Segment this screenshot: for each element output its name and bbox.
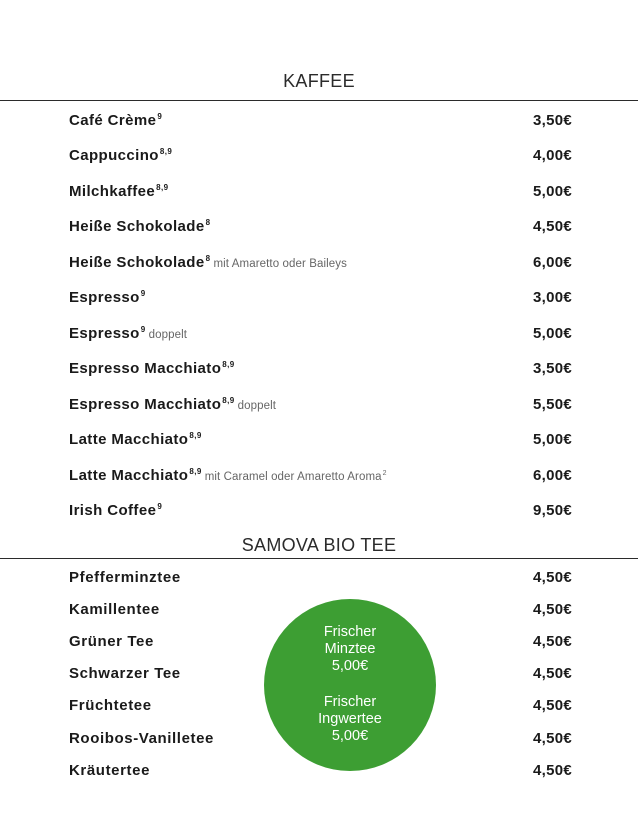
item-name: Früchtetee: [69, 697, 152, 714]
menu-item-pfefferminztee: [69, 569, 572, 591]
allergen-note: 8,9: [222, 396, 235, 405]
section-title-tee: SAMOVA BIO TEE: [241, 535, 397, 555]
item-note: doppelt: [148, 329, 188, 341]
menu-item-espresso-doppelt: [69, 325, 572, 347]
item-price: 4,50€: [532, 762, 572, 779]
item-price: 5,00€: [532, 183, 572, 200]
fresh-tea-badge: [264, 599, 436, 771]
fresh-ginger-tea-offer: [264, 694, 436, 745]
section-divider-tee: [0, 558, 638, 559]
item-price: 5,00€: [532, 325, 572, 342]
item-price: 4,50€: [532, 730, 572, 747]
item-name: Kräutertee: [69, 762, 151, 779]
menu-item-heisse-schokolade-spirit: [69, 254, 572, 276]
menu-item-espresso-macchiato: [69, 360, 572, 382]
allergen-note: 8,9: [156, 183, 169, 192]
menu-item-espresso-macchiato-doppelt: [69, 396, 572, 418]
item-price: 9,50€: [532, 502, 572, 519]
item-name: Heiße Schokolade: [69, 254, 205, 271]
menu-item-latte-macchiato: [69, 431, 572, 453]
item-name: Espresso Macchiato: [69, 396, 222, 413]
item-price: 4,50€: [532, 633, 572, 650]
menu-item-milchkaffee: [69, 183, 572, 205]
item-price: 4,50€: [532, 218, 572, 235]
allergen-note: 9: [140, 289, 146, 298]
item-name: Latte Macchiato: [69, 431, 189, 448]
item-name: Schwarzer Tee: [69, 665, 181, 682]
allergen-note: 9: [157, 502, 163, 511]
item-price: 3,50€: [532, 112, 572, 129]
section-divider-kaffee: [0, 100, 638, 101]
menu-item-irish-coffee: [69, 502, 572, 524]
badge-price: 5,00€: [331, 658, 369, 674]
item-name: Espresso: [69, 325, 140, 342]
badge-price: 5,00€: [331, 728, 369, 744]
item-price: 3,00€: [532, 289, 572, 306]
item-name: Cappuccino: [69, 147, 159, 164]
allergen-note: 8,9: [159, 147, 173, 156]
note-allergen: 2: [382, 470, 387, 478]
item-price: 4,50€: [532, 697, 572, 714]
item-name: Milchkaffee: [69, 183, 156, 200]
item-name: Latte Macchiato: [69, 467, 189, 484]
allergen-note: 8,9: [222, 360, 235, 369]
badge-line: Minztee: [324, 641, 376, 657]
badge-line: Frischer: [323, 694, 377, 710]
item-price: 3,50€: [532, 360, 572, 377]
allergen-note: 9: [157, 112, 163, 121]
item-price: 5,00€: [532, 431, 572, 448]
menu-item-cappuccino: [69, 147, 572, 169]
allergen-note: 8: [205, 254, 211, 263]
item-name: Pfefferminztee: [69, 569, 181, 586]
badge-line: Frischer: [323, 624, 377, 640]
menu-item-espresso: [69, 289, 572, 311]
item-price: 4,50€: [532, 665, 572, 682]
allergen-note: 8: [205, 218, 211, 227]
allergen-note: 9: [140, 325, 146, 334]
allergen-note: 8,9: [189, 467, 202, 476]
item-price: 4,00€: [532, 147, 572, 164]
fresh-mint-tea-offer: [264, 624, 436, 675]
item-price: 6,00€: [532, 254, 572, 271]
item-name: Café Crème: [69, 112, 157, 129]
item-name: Kamillentee: [69, 601, 160, 618]
menu-item-latte-macchiato-aroma: [69, 467, 572, 489]
item-price: 6,00€: [532, 467, 572, 484]
menu-item-cafe-creme: [69, 112, 572, 134]
allergen-note: 8,9: [189, 431, 202, 440]
item-price: 4,50€: [532, 569, 572, 586]
item-name: Rooibos-Vanilletee: [69, 730, 214, 747]
section-title-kaffee: KAFFEE: [283, 71, 355, 91]
item-price: 5,50€: [532, 396, 572, 413]
badge-line: Ingwertee: [318, 711, 382, 727]
menu-item-heisse-schokolade: [69, 218, 572, 240]
item-name: Grüner Tee: [69, 633, 154, 650]
item-name: Espresso: [69, 289, 140, 306]
item-name: Heiße Schokolade: [69, 218, 205, 235]
item-note: mit Amaretto oder Baileys: [213, 258, 347, 270]
item-name: Irish Coffee: [69, 502, 157, 519]
item-note: mit Caramel oder Amaretto Aroma: [204, 471, 382, 483]
item-note: doppelt: [237, 400, 277, 412]
item-price: 4,50€: [532, 601, 572, 618]
item-name: Espresso Macchiato: [69, 360, 222, 377]
